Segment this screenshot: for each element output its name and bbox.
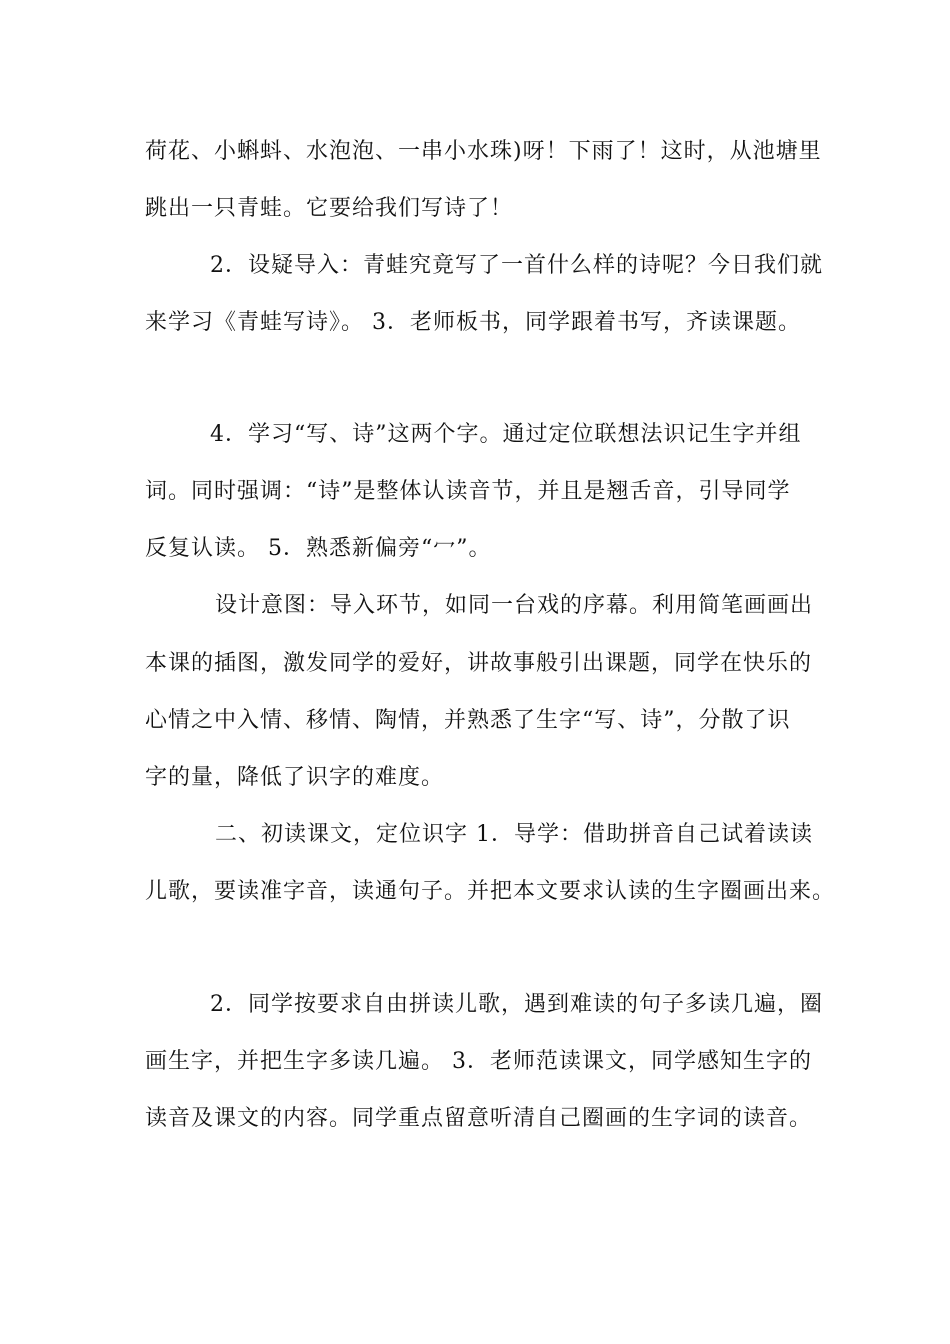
text-line: 儿歌，要读准字音，读通句子。并把本文要求认读的生字圈画出来。 [145, 879, 836, 904]
text-line: 2．设疑导入：青蛙究竟写了一首什么样的诗呢？今日我们就 [210, 253, 823, 278]
text-line: 来学习《青蛙写诗》。 3．老师板书，同学跟着书写，齐读课题。 [145, 310, 801, 335]
text-line: 字的量，降低了识字的难度。 [145, 765, 445, 790]
text-line: 4．学习“写、诗”这两个字。通过定位联想法识记生字并组 [210, 422, 802, 447]
text-line: 反复认读。 5．熟悉新偏旁“冖”。 [145, 536, 492, 561]
text-line: 词。同时强调：“诗”是整体认读音节，并且是翘舌音，引导同学 [145, 479, 791, 504]
text-line: 二、初读课文，定位识字 1．导学：借助拼音自己试着读读 [215, 822, 813, 847]
text-line: 荷花、小蝌蚪、水泡泡、一串小水珠)呀！下雨了！这时，从池塘里 [145, 139, 822, 164]
text-line: 2．同学按要求自由拼读儿歌，遇到难读的句子多读几遍，圈 [210, 992, 823, 1017]
text-line: 心情之中入情、移情、陶情，并熟悉了生字“写、诗”，分散了识 [145, 708, 791, 733]
text-line: 跳出一只青蛙。它要给我们写诗了！ [145, 196, 514, 221]
text-line: 本课的插图，激发同学的爱好，讲故事般引出课题，同学在快乐的 [145, 651, 813, 676]
text-line: 画生字，并把生字多读几遍。 3．老师范读课文，同学感知生字的 [145, 1049, 812, 1074]
text-line: 读音及课文的内容。同学重点留意听清自己圈画的生字词的读音。 [145, 1106, 813, 1131]
text-line: 设计意图：导入环节，如同一台戏的序幕。利用简笔画画出 [215, 593, 814, 618]
